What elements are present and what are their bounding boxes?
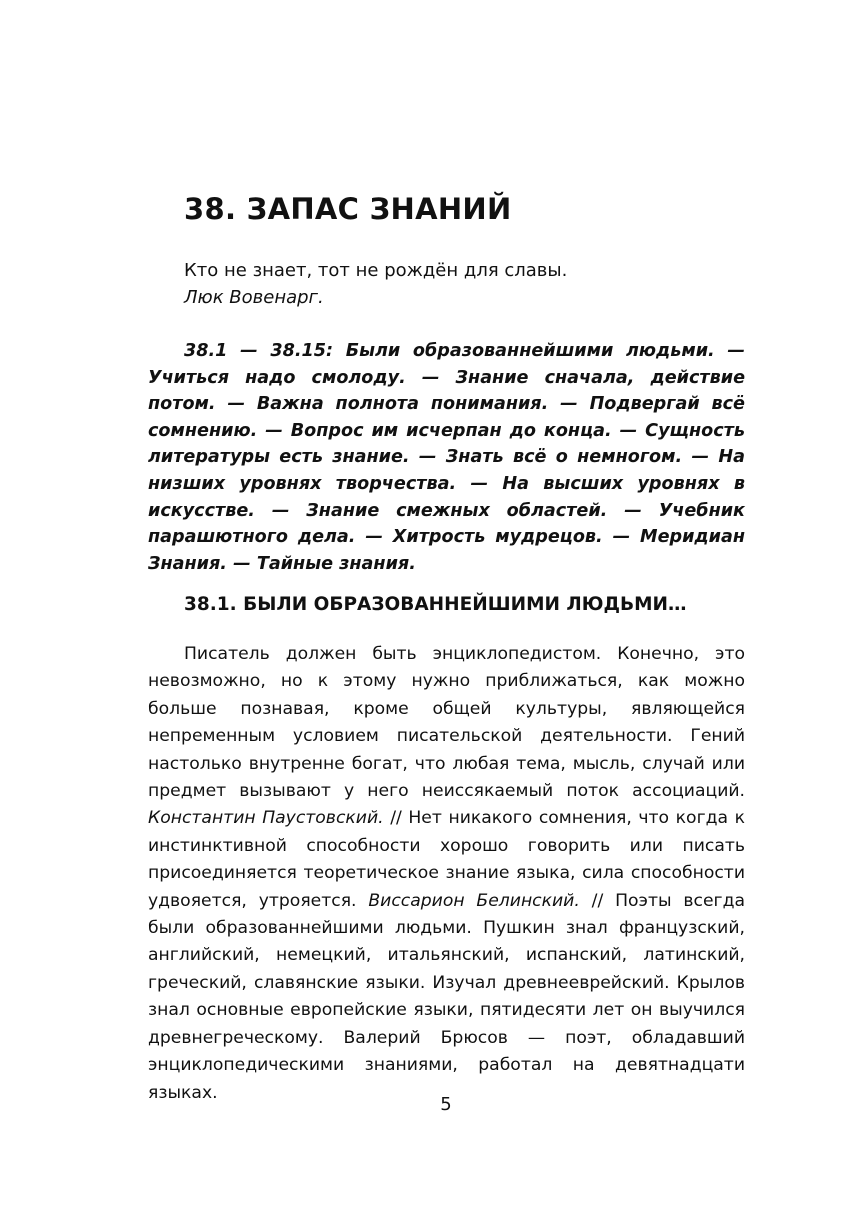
epigraph-author: Люк Вовенарг. xyxy=(184,287,324,308)
quote-author-2: Виссарион Белинский. xyxy=(368,890,580,911)
section-title: 38.1. БЫЛИ ОБРАЗОВАННЕЙШИМИ ЛЮДЬМИ… xyxy=(184,594,687,615)
body-paragraph xyxy=(148,641,745,1107)
body-text-3: // Поэты всегда были образованнейшими людьми. Пушкин знал французский, английский, немецкий, итальянский, испанский, латинский, греческий, славянские языки. Изучал древнееврейский. Крылов знал основные европейские языки, пятидесяти лет он выучился древнегреческому. Валерий Брюсов — поэт, обладавший энциклопедическими знаниями, работал на девятнадцати языках. xyxy=(148,890,745,1103)
quote-author-1: Константин Паустовский. xyxy=(148,808,384,829)
epigraph-quote: Кто не знает, тот не рождён для славы. xyxy=(184,260,568,281)
body-text-2: // Нет никакого сомнения, что когда к инстинктивной способности хорошо говорить или писать присоединяется теоретическое знание языка, сила способности удвояется, утрояется. xyxy=(148,808,745,911)
page-number: 5 xyxy=(440,1094,452,1115)
epigraph xyxy=(184,257,567,311)
chapter-title: 38. ЗАПАС ЗНАНИЙ xyxy=(184,192,512,226)
body-text-1: Писатель должен быть энциклопедистом. Конечно, это невозможно, но к этому нужно приближаться, как можно больше познавая, кроме общей культуры, являющейся непременным условием писательской деятельности. Гений настолько внутренне богат, что любая тема, мысль, случай или предмет вызывают у него неиссякаемый поток ассоциаций. xyxy=(148,644,745,802)
chapter-abstract: 38.1 — 38.15: Были образованнейшими людьми. — Учиться надо смолоду. — Знание сначала, действие потом. — Важна полнота понимания. — Подвергай всё сомнению. — Вопрос им исчерпан до конца. — Сущность литературы есть знание. — Знать всё о немногом. — На низших уровнях творчества. — На высших уровнях в искусстве. — Знание смежных областей. — Учебник парашютного дела. — Хитрость мудрецов. — Меридиан Знания. — Тайные знания. xyxy=(148,341,745,574)
